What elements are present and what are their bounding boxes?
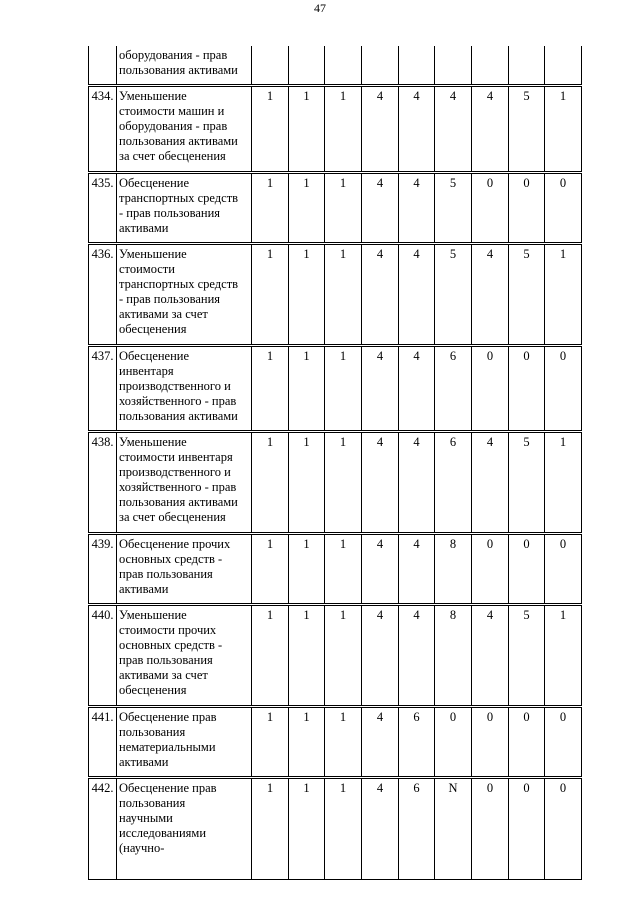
code-digit-cell: 4 bbox=[472, 431, 509, 533]
code-digit-cell: 0 bbox=[545, 706, 582, 777]
code-digit-cell: 1 bbox=[289, 533, 325, 604]
code-digit-cell: 1 bbox=[252, 243, 289, 345]
row-description: Уменьшение стоимости машин и оборудования - прав пользования активами за счет обесценения bbox=[117, 85, 252, 172]
table-row bbox=[89, 533, 582, 604]
code-digit-cell: 0 bbox=[472, 172, 509, 243]
row-number: 441. bbox=[89, 706, 117, 777]
code-digit-cell: 0 bbox=[472, 533, 509, 604]
code-digit-cell: 1 bbox=[289, 431, 325, 533]
table-row bbox=[89, 604, 582, 706]
table-row bbox=[89, 431, 582, 533]
code-digit-cell: 4 bbox=[362, 533, 399, 604]
code-digit-cell: 4 bbox=[362, 777, 399, 879]
code-digit-cell: 0 bbox=[545, 172, 582, 243]
code-digit-cell: 1 bbox=[545, 85, 582, 172]
code-digit-cell: 5 bbox=[435, 243, 472, 345]
table-row bbox=[89, 345, 582, 431]
code-digit-cell: 1 bbox=[325, 777, 362, 879]
table-row bbox=[89, 85, 582, 172]
row-number: 434. bbox=[89, 85, 117, 172]
code-digit-cell: 1 bbox=[325, 706, 362, 777]
code-digit-cell: 1 bbox=[289, 777, 325, 879]
code-digit-cell: 4 bbox=[472, 243, 509, 345]
code-digit-cell: 0 bbox=[435, 706, 472, 777]
code-cell bbox=[472, 46, 509, 85]
code-digit-cell: 8 bbox=[435, 604, 472, 706]
code-digit-cell: 1 bbox=[325, 172, 362, 243]
code-digit-cell: 1 bbox=[289, 345, 325, 431]
code-digit-cell: 0 bbox=[472, 345, 509, 431]
code-cell bbox=[399, 46, 435, 85]
code-cell bbox=[545, 46, 582, 85]
row-description: Обесценение прочих основных средств - прав пользования активами bbox=[117, 533, 252, 604]
code-digit-cell: 4 bbox=[362, 706, 399, 777]
code-digit-cell: 0 bbox=[509, 172, 545, 243]
code-digit-cell: 1 bbox=[289, 706, 325, 777]
table-row bbox=[89, 706, 582, 777]
code-digit-cell: 1 bbox=[252, 604, 289, 706]
code-digit-cell: 4 bbox=[362, 85, 399, 172]
code-digit-cell: 6 bbox=[435, 345, 472, 431]
page-number: 47 bbox=[314, 1, 326, 15]
code-digit-cell: 1 bbox=[289, 243, 325, 345]
code-digit-cell: 0 bbox=[545, 777, 582, 879]
code-digit-cell: 4 bbox=[472, 604, 509, 706]
code-digit-cell: 5 bbox=[509, 604, 545, 706]
code-digit-cell: 4 bbox=[472, 85, 509, 172]
code-digit-cell: 1 bbox=[252, 345, 289, 431]
code-digit-cell: 1 bbox=[289, 85, 325, 172]
code-digit-cell: 4 bbox=[399, 243, 435, 345]
code-digit-cell: 1 bbox=[325, 243, 362, 345]
code-digit-cell: 0 bbox=[509, 706, 545, 777]
row-description: Уменьшение стоимости транспортных средств - прав пользования активами за счет обесценения bbox=[117, 243, 252, 345]
code-digit-cell: 5 bbox=[509, 85, 545, 172]
row-number: 438. bbox=[89, 431, 117, 533]
code-digit-cell: N bbox=[435, 777, 472, 879]
code-digit-cell: 8 bbox=[435, 533, 472, 604]
row-description: Уменьшение стоимости инвентаря производственного и хозяйственного - прав пользования активами за счет обесценения bbox=[117, 431, 252, 533]
code-digit-cell: 6 bbox=[399, 777, 435, 879]
row-description: Обесценение транспортных средств - прав пользования активами bbox=[117, 172, 252, 243]
code-digit-cell: 6 bbox=[435, 431, 472, 533]
code-digit-cell: 4 bbox=[399, 431, 435, 533]
table-row bbox=[89, 777, 582, 879]
row-number-cell bbox=[89, 46, 117, 85]
code-digit-cell: 4 bbox=[399, 533, 435, 604]
code-digit-cell: 4 bbox=[362, 243, 399, 345]
code-digit-cell: 0 bbox=[472, 777, 509, 879]
row-number: 439. bbox=[89, 533, 117, 604]
code-cell bbox=[289, 46, 325, 85]
code-digit-cell: 1 bbox=[325, 604, 362, 706]
row-number: 437. bbox=[89, 345, 117, 431]
code-digit-cell: 4 bbox=[399, 85, 435, 172]
code-digit-cell: 1 bbox=[252, 777, 289, 879]
row-description: оборудования - прав пользования активами bbox=[117, 46, 252, 85]
code-digit-cell: 4 bbox=[362, 604, 399, 706]
row-number: 435. bbox=[89, 172, 117, 243]
table-row bbox=[89, 172, 582, 243]
code-digit-cell: 5 bbox=[435, 172, 472, 243]
code-digit-cell: 4 bbox=[399, 604, 435, 706]
code-digit-cell: 1 bbox=[252, 706, 289, 777]
code-digit-cell: 5 bbox=[509, 431, 545, 533]
code-digit-cell: 4 bbox=[362, 172, 399, 243]
code-digit-cell: 4 bbox=[399, 172, 435, 243]
code-cell bbox=[252, 46, 289, 85]
row-description: Обесценение прав пользования научными исследованиями (научно- bbox=[117, 777, 252, 879]
code-cell bbox=[362, 46, 399, 85]
code-digit-cell: 1 bbox=[252, 85, 289, 172]
row-description: Обесценение инвентаря производственного и хозяйственного - прав пользования активами bbox=[117, 345, 252, 431]
row-number: 442. bbox=[89, 777, 117, 879]
code-cell bbox=[325, 46, 362, 85]
code-digit-cell: 1 bbox=[325, 85, 362, 172]
code-digit-cell: 1 bbox=[325, 345, 362, 431]
code-digit-cell: 6 bbox=[399, 706, 435, 777]
table-row bbox=[89, 243, 582, 345]
code-digit-cell: 4 bbox=[362, 345, 399, 431]
code-digit-cell: 0 bbox=[509, 777, 545, 879]
code-digit-cell: 1 bbox=[545, 243, 582, 345]
code-digit-cell: 0 bbox=[509, 345, 545, 431]
code-digit-cell: 0 bbox=[509, 533, 545, 604]
row-description: Обесценение прав пользования нематериальными активами bbox=[117, 706, 252, 777]
code-digit-cell: 1 bbox=[545, 431, 582, 533]
code-digit-cell: 1 bbox=[252, 431, 289, 533]
code-digit-cell: 0 bbox=[472, 706, 509, 777]
row-description: Уменьшение стоимости прочих основных средств - прав пользования активами за счет обесценения bbox=[117, 604, 252, 706]
code-digit-cell: 5 bbox=[509, 243, 545, 345]
code-cell bbox=[509, 46, 545, 85]
code-digit-cell: 1 bbox=[325, 431, 362, 533]
code-cell bbox=[435, 46, 472, 85]
account-codes-table bbox=[88, 46, 582, 880]
code-digit-cell: 0 bbox=[545, 345, 582, 431]
code-digit-cell: 1 bbox=[545, 604, 582, 706]
code-digit-cell: 1 bbox=[252, 172, 289, 243]
code-digit-cell: 1 bbox=[289, 604, 325, 706]
code-digit-cell: 0 bbox=[545, 533, 582, 604]
table-row-continuation bbox=[89, 46, 582, 85]
row-number: 436. bbox=[89, 243, 117, 345]
code-digit-cell: 4 bbox=[362, 431, 399, 533]
row-number: 440. bbox=[89, 604, 117, 706]
code-digit-cell: 1 bbox=[289, 172, 325, 243]
code-digit-cell: 4 bbox=[435, 85, 472, 172]
code-digit-cell: 4 bbox=[399, 345, 435, 431]
code-digit-cell: 1 bbox=[252, 533, 289, 604]
code-digit-cell: 1 bbox=[325, 533, 362, 604]
